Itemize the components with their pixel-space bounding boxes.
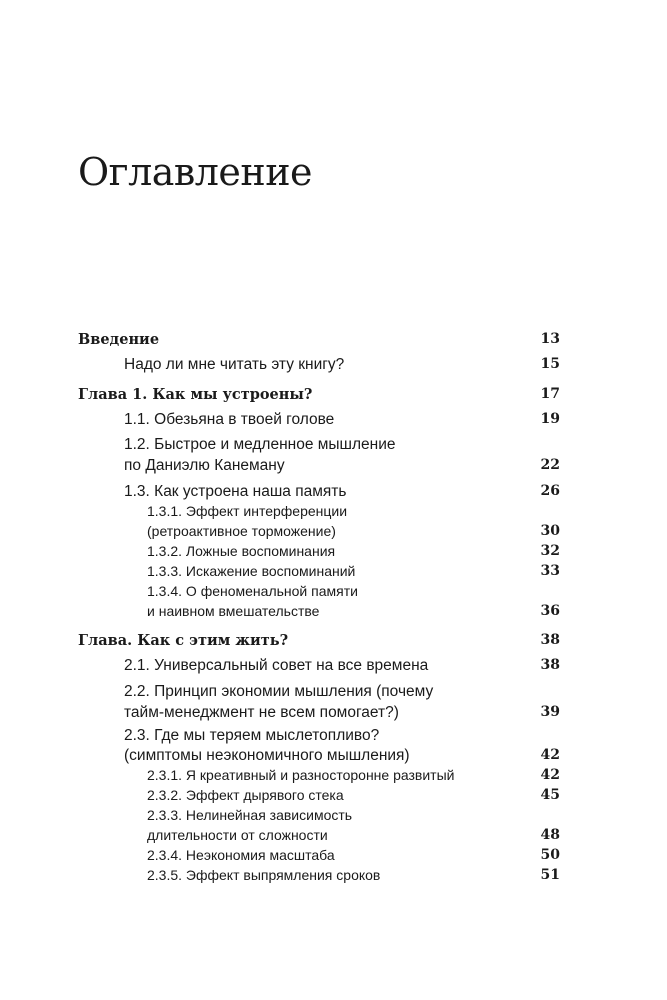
toc-entry-chapter-1[interactable] <box>0 386 667 406</box>
toc-entry-1-3[interactable] <box>0 483 667 503</box>
toc-entry-title: 2.3.3. Нелинейная зависимость <box>147 807 353 823</box>
toc-entry-title: 1.1. Обезьяна в твоей голове <box>124 411 335 428</box>
toc-entry-page: 17 <box>540 386 560 402</box>
toc-entry-2-3-4[interactable] <box>0 847 667 867</box>
toc-entry-title: 1.3.4. О феноменальной памяти <box>147 583 358 599</box>
toc-entry-1-3-2[interactable] <box>0 543 667 563</box>
toc-entry-2-3-2[interactable] <box>0 787 667 807</box>
toc-entry-title: Глава 1. Как мы устроены? <box>78 386 313 403</box>
toc-entry-page: 19 <box>540 411 560 427</box>
toc-entry-page: 42 <box>540 767 560 783</box>
toc-entry-page: 22 <box>540 457 560 473</box>
toc-entry-2-1[interactable] <box>0 657 667 677</box>
toc-entry-1-3-4-cont[interactable] <box>0 603 667 623</box>
toc-entry-title: 2.1. Универсальный совет на все времена <box>124 657 429 674</box>
toc-entry-title: Глава. Как с этим жить? <box>78 632 289 649</box>
toc-entry-page: 38 <box>540 632 560 648</box>
toc-entry-title: Надо ли мне читать эту книгу? <box>124 356 345 373</box>
toc-entry-1-1[interactable] <box>0 411 667 431</box>
toc-entry-1-3-1[interactable] <box>0 503 667 523</box>
toc-entry-title-cont: тайм-менеджмент не всем помогает?) <box>124 704 399 721</box>
toc-entry-title: 2.3.5. Эффект выпрямления сроков <box>147 867 381 883</box>
toc-entry-title: 1.3.3. Искажение воспоминаний <box>147 563 356 579</box>
toc-entry-title: 1.3.2. Ложные воспоминания <box>147 543 336 559</box>
toc-entry-page: 38 <box>540 657 560 673</box>
toc-entry-2-2[interactable] <box>0 683 667 703</box>
toc-entry-page: 39 <box>540 704 560 720</box>
toc-entry-page: 51 <box>540 867 560 883</box>
toc-entry-page: 32 <box>540 543 560 559</box>
toc-entry-page: 30 <box>540 523 560 539</box>
toc-entry-title: 1.3.1. Эффект интерференции <box>147 503 348 519</box>
toc-entry-title: 1.3. Как устроена наша память <box>124 483 347 500</box>
toc-entry-page: 48 <box>540 827 560 843</box>
toc-entry-2-3-cont[interactable] <box>0 747 667 767</box>
toc-entry-2-3-5[interactable] <box>0 867 667 887</box>
toc-entry-1-3-1-cont[interactable] <box>0 523 667 543</box>
toc-entry-title-cont: и наивном вмешательстве <box>147 603 320 619</box>
toc-entry-2-3[interactable] <box>0 727 667 747</box>
toc-entry-title: Введение <box>78 331 160 348</box>
toc-entry-page: 26 <box>540 483 560 499</box>
toc-entry-page: 50 <box>540 847 560 863</box>
toc-entry-title-cont: длительности от сложности <box>147 827 328 843</box>
toc-entry-1-2[interactable] <box>0 436 667 456</box>
toc-entry-page: 33 <box>540 563 560 579</box>
toc-entry-chapter-2[interactable] <box>0 632 667 652</box>
toc-entry-title-cont: (ретроактивное торможение) <box>147 523 336 539</box>
toc-entry-1-3-3[interactable] <box>0 563 667 583</box>
page-title: Оглавление <box>78 150 313 194</box>
toc-entry-page: 36 <box>540 603 560 619</box>
toc-entry-title-cont: по Даниэлю Канеману <box>124 457 285 474</box>
toc-entry-page: 15 <box>540 356 560 372</box>
toc-entry-page: 45 <box>540 787 560 803</box>
toc-entry-title: 2.3.4. Неэкономия масштаба <box>147 847 335 863</box>
toc-entry-2-3-3[interactable] <box>0 807 667 827</box>
toc-entry-title: 2.3. Где мы теряем мыслетопливо? <box>124 727 380 744</box>
toc-entry-1-2-cont[interactable] <box>0 457 667 477</box>
toc-entry-title: 2.3.1. Я креативный и разносторонне развитый <box>147 767 455 783</box>
toc-entry-title: 2.2. Принцип экономии мышления (почему <box>124 683 434 700</box>
toc-entry-should-i-read[interactable] <box>0 356 667 376</box>
toc-entry-introduction[interactable] <box>0 331 667 351</box>
toc-entry-1-3-4[interactable] <box>0 583 667 603</box>
toc-entry-2-2-cont[interactable] <box>0 704 667 724</box>
toc-entry-title-cont: (симптомы неэкономичного мышления) <box>124 747 410 764</box>
toc-entry-title: 2.3.2. Эффект дырявого стека <box>147 787 344 803</box>
toc-entry-page: 42 <box>540 747 560 763</box>
toc-entry-2-3-1[interactable] <box>0 767 667 787</box>
toc-entry-page: 13 <box>540 331 560 347</box>
toc-entry-2-3-3-cont[interactable] <box>0 827 667 847</box>
toc-entry-title: 1.2. Быстрое и медленное мышление <box>124 436 396 453</box>
